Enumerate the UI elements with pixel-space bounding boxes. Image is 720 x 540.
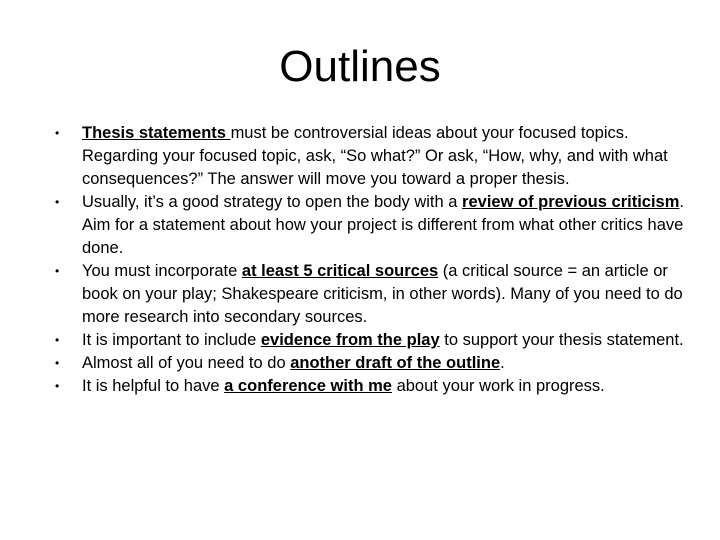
bullet-text: . Aim for a statement about how your project is different from what other critics have done.: [82, 193, 684, 257]
slide-title: Outlines: [279, 42, 441, 91]
bullet-icon: •: [55, 379, 60, 393]
bullet-emphasis: at least 5 critical sources: [241, 262, 439, 280]
bullet-text: must be controversial ideas about your focused topics. Regarding your focused topic, ask, “So what?” Or ask, “How, why, and with what consequences?” The answer will move you toward a proper thesis.: [82, 124, 668, 188]
bullet-item: [55, 329, 705, 352]
bullet-emphasis: another draft of the outline: [290, 354, 501, 372]
bullet-text: to support your thesis statement.: [439, 331, 684, 349]
bullet-text: about your work in progress.: [391, 377, 605, 395]
bullet-icon: •: [55, 264, 60, 278]
bullet-item: [55, 352, 705, 375]
bullet-emphasis: review of previous criticism: [462, 193, 680, 211]
bullet-icon: •: [55, 333, 60, 347]
bullet-icon: •: [55, 195, 60, 209]
bullet-text: Usually, it’s a good strategy to open the body with a: [82, 193, 463, 211]
bullet-icon: •: [55, 356, 60, 370]
bullet-emphasis: a conference with me: [224, 377, 392, 395]
bullet-item: [55, 375, 705, 398]
bullet-text: Almost all of you need to do: [82, 354, 291, 372]
bullet-list: [55, 122, 705, 398]
bullet-text: You must incorporate: [82, 262, 242, 280]
bullet-text: (a critical source = an article or book on your play; Shakespeare criticism, in other words). Many of you need to do more research into secondary sources.: [82, 262, 683, 326]
bullet-emphasis: Thesis statements: [82, 124, 231, 142]
bullet-item: [55, 260, 705, 329]
bullet-item: [55, 122, 705, 191]
bullet-text: It is important to include: [82, 331, 261, 349]
bullet-text: .: [500, 354, 505, 372]
bullet-item: [55, 191, 705, 260]
bullet-emphasis: evidence from the play: [260, 331, 440, 349]
bullet-text: It is helpful to have: [82, 377, 225, 395]
bullet-icon: •: [55, 126, 60, 140]
